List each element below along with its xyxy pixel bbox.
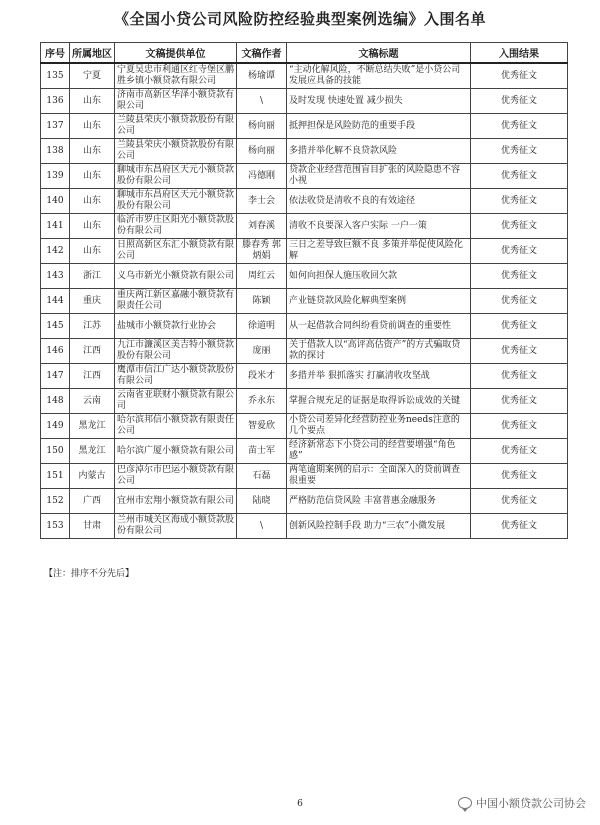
cell-author: 陆晓 — [237, 489, 287, 514]
cell-title: 从一起借款合同纠纷看贷前调查的重要性 — [287, 314, 471, 339]
cell-title: “主动化解风险，不断总结失败”是小贷公司发展应具备的技能 — [287, 63, 471, 89]
cell-region: 江西 — [70, 364, 115, 389]
cell-result: 优秀征文 — [471, 264, 568, 289]
cell-unit: 宁夏吴忠市利通区红寺堡区鹏胜乡镇小额贷款有限公司 — [115, 63, 237, 89]
header-number: 序号 — [41, 43, 70, 64]
cell-title: 如何向担保人施压收回欠款 — [287, 264, 471, 289]
cell-number: 144 — [41, 289, 70, 314]
cell-title: 多措并举 狠抓落实 打赢清收攻坚战 — [287, 364, 471, 389]
cell-number: 152 — [41, 489, 70, 514]
footnote: 【注：排序不分先后】 — [44, 569, 135, 579]
cell-number: 135 — [41, 63, 70, 89]
cell-region: 山东 — [70, 164, 115, 189]
table-row — [41, 189, 568, 214]
cell-unit: 哈尔滨邦信小额贷款有限责任公司 — [115, 414, 237, 439]
cell-author: 刘春溪 — [237, 214, 287, 239]
cell-result: 优秀征文 — [471, 63, 568, 89]
cell-title: 多措并举化解不良贷款风险 — [287, 139, 471, 164]
cell-unit: 聊城市东昌府区天元小额贷款股份有限公司 — [115, 189, 237, 214]
cell-title: 小贷公司差异化经营防控业务needs注意的几个要点 — [287, 414, 471, 439]
cell-author: 杨向丽 — [237, 114, 287, 139]
table-row — [41, 364, 568, 389]
cell-result: 优秀征文 — [471, 239, 568, 264]
watermark — [458, 795, 586, 811]
page-title: 《全国小贷公司风险防控经验典型案例选编》入围名单 — [113, 10, 486, 28]
cell-region: 黑龙江 — [70, 439, 115, 464]
cell-number: 145 — [41, 314, 70, 339]
cell-region: 浙江 — [70, 264, 115, 289]
header-unit: 文稿提供单位 — [115, 43, 237, 64]
cell-author: 冯德刚 — [237, 164, 287, 189]
cell-unit: 鹰潭市信江广达小额贷款股份有限公司 — [115, 364, 237, 389]
cell-number: 153 — [41, 514, 70, 539]
table-header-row — [41, 43, 568, 64]
cell-title: 关于借款人以“高评高估资产”的方式骗取贷款的探讨 — [287, 339, 471, 364]
cell-unit: 临沂市罗庄区阳光小额贷款股份有限公司 — [115, 214, 237, 239]
header-result: 入围结果 — [471, 43, 568, 64]
table-row — [41, 314, 568, 339]
cell-result: 优秀征文 — [471, 414, 568, 439]
cell-number: 143 — [41, 264, 70, 289]
watermark-text: 中国小额贷款公司协会 — [476, 797, 586, 810]
cell-result: 优秀征文 — [471, 189, 568, 214]
cell-author: 乔永东 — [237, 389, 287, 414]
table-row — [41, 414, 568, 439]
cell-result: 优秀征文 — [471, 514, 568, 539]
table-row — [41, 514, 568, 539]
cell-author: 陈颖 — [237, 289, 287, 314]
cell-region: 黑龙江 — [70, 414, 115, 439]
cell-number: 149 — [41, 414, 70, 439]
cell-region: 山东 — [70, 189, 115, 214]
cell-number: 148 — [41, 389, 70, 414]
cell-unit: 九江市濂溪区美吉特小额贷款股份有限公司 — [115, 339, 237, 364]
cell-result: 优秀征文 — [471, 314, 568, 339]
table-row — [41, 63, 568, 89]
cell-unit: 兰州市城关区海成小额贷款股份有限公司 — [115, 514, 237, 539]
table-row — [41, 89, 568, 114]
cell-result: 优秀征文 — [471, 214, 568, 239]
table-row — [41, 289, 568, 314]
cell-title: 依法收贷是清收不良的有效途径 — [287, 189, 471, 214]
cell-region: 广西 — [70, 489, 115, 514]
cell-result: 优秀征文 — [471, 464, 568, 489]
cell-number: 137 — [41, 114, 70, 139]
cell-title: 三日之差导致巨额不良 多策并举促使风险化解 — [287, 239, 471, 264]
cell-region: 江苏 — [70, 314, 115, 339]
table-row — [41, 439, 568, 464]
cell-result: 优秀征文 — [471, 364, 568, 389]
cell-author: 段米才 — [237, 364, 287, 389]
table-row — [41, 114, 568, 139]
header-author: 文稿作者 — [237, 43, 287, 64]
shortlist-table — [40, 42, 568, 539]
cell-title: 清收不良要深入客户实际 一户一策 — [287, 214, 471, 239]
cell-author: 杨瑜谭 — [237, 63, 287, 89]
cell-number: 136 — [41, 89, 70, 114]
cell-unit: 哈尔滨广厦小额贷款有限公司 — [115, 439, 237, 464]
cell-author: 石磊 — [237, 464, 287, 489]
cell-number: 138 — [41, 139, 70, 164]
cell-result: 优秀征文 — [471, 139, 568, 164]
cell-region: 山东 — [70, 89, 115, 114]
cell-number: 142 — [41, 239, 70, 264]
cell-unit: 盐城市小额贷款行业协会 — [115, 314, 237, 339]
table-row — [41, 164, 568, 189]
cell-author: 庞丽 — [237, 339, 287, 364]
page-number: 6 — [297, 799, 303, 809]
cell-region: 甘肃 — [70, 514, 115, 539]
table-row — [41, 489, 568, 514]
cell-result: 优秀征文 — [471, 164, 568, 189]
cell-unit: 日照高新区东汇小额贷款有限公司 — [115, 239, 237, 264]
cell-unit: 兰陵县荣庆小额贷款股份有限公司 — [115, 114, 237, 139]
table-row — [41, 239, 568, 264]
wechat-icon — [458, 797, 472, 809]
cell-author: 滕春秀 郭炳娟 — [237, 239, 287, 264]
cell-region: 宁夏 — [70, 63, 115, 89]
table-row — [41, 264, 568, 289]
cell-number: 141 — [41, 214, 70, 239]
cell-number: 146 — [41, 339, 70, 364]
cell-unit: 巴彦淖尔市巴运小额贷款有限公司 — [115, 464, 237, 489]
cell-result: 优秀征文 — [471, 389, 568, 414]
cell-region: 山东 — [70, 239, 115, 264]
table-body — [41, 63, 568, 539]
header-title: 文稿标题 — [287, 43, 471, 64]
cell-number: 150 — [41, 439, 70, 464]
cell-region: 江西 — [70, 339, 115, 364]
cell-result: 优秀征文 — [471, 339, 568, 364]
cell-author: 苗士军 — [237, 439, 287, 464]
cell-region: 山东 — [70, 139, 115, 164]
cell-author: \ — [237, 89, 287, 114]
cell-title: 严格防范信贷风险 丰富普惠金融服务 — [287, 489, 471, 514]
cell-title: 创新风险控制手段 助力“三农”小微发展 — [287, 514, 471, 539]
cell-title: 产业链贷款风险化解典型案例 — [287, 289, 471, 314]
cell-result: 优秀征文 — [471, 114, 568, 139]
cell-author: 徐道明 — [237, 314, 287, 339]
cell-unit: 义乌市新光小额贷款有限公司 — [115, 264, 237, 289]
cell-region: 重庆 — [70, 289, 115, 314]
cell-title: 经济新常态下小贷公司的经营要增强“角色感” — [287, 439, 471, 464]
cell-region: 内蒙古 — [70, 464, 115, 489]
cell-region: 山东 — [70, 214, 115, 239]
cell-title: 贷款企业经营范围盲目扩张的风险隐患不容小视 — [287, 164, 471, 189]
header-region: 所属地区 — [70, 43, 115, 64]
cell-unit: 聊城市东昌府区天元小额贷款股份有限公司 — [115, 164, 237, 189]
cell-author: \ — [237, 514, 287, 539]
cell-title: 及时发现 快速处置 减少损失 — [287, 89, 471, 114]
cell-unit: 济南市高新区华泽小额贷款有限公司 — [115, 89, 237, 114]
cell-unit: 兰陵县荣庆小额贷款股份有限公司 — [115, 139, 237, 164]
cell-title: 抵押担保是风险防范的重要手段 — [287, 114, 471, 139]
cell-unit: 重庆两江新区嘉融小额贷款有限责任公司 — [115, 289, 237, 314]
table-row — [41, 389, 568, 414]
cell-author: 杨向丽 — [237, 139, 287, 164]
cell-title: 掌握合规充足的证据是取得诉讼成效的关键 — [287, 389, 471, 414]
table-row — [41, 464, 568, 489]
cell-result: 优秀征文 — [471, 289, 568, 314]
cell-number: 140 — [41, 189, 70, 214]
cell-author: 李士会 — [237, 189, 287, 214]
cell-region: 山东 — [70, 114, 115, 139]
cell-result: 优秀征文 — [471, 489, 568, 514]
cell-author: 智爱欣 — [237, 414, 287, 439]
cell-number: 151 — [41, 464, 70, 489]
cell-unit: 宜州市宏翔小额贷款有限公司 — [115, 489, 237, 514]
table-row — [41, 139, 568, 164]
table-row — [41, 339, 568, 364]
cell-region: 云南 — [70, 389, 115, 414]
table-row — [41, 214, 568, 239]
cell-title: 两笔逾期案例的启示：全面深入的贷前调查很重要 — [287, 464, 471, 489]
cell-result: 优秀征文 — [471, 89, 568, 114]
cell-unit: 云南省亚联财小额贷款有限公司 — [115, 389, 237, 414]
cell-number: 147 — [41, 364, 70, 389]
cell-result: 优秀征文 — [471, 439, 568, 464]
cell-number: 139 — [41, 164, 70, 189]
cell-author: 周红云 — [237, 264, 287, 289]
